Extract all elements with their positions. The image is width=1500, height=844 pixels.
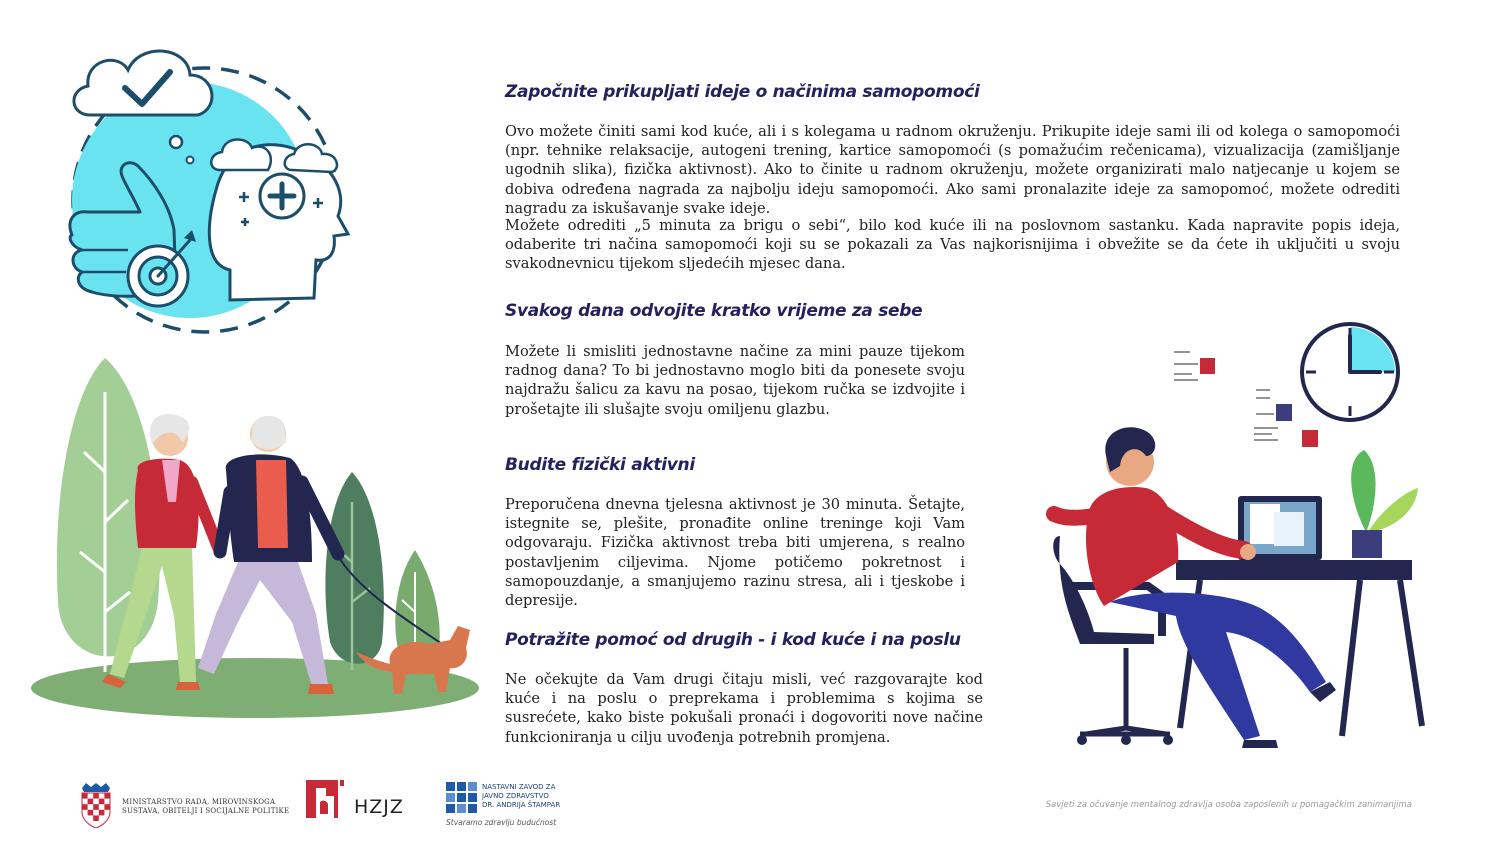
- stampar-name-line2: JAVNO ZDRAVSTVO: [482, 792, 549, 800]
- paragraph-self-help-ideas-1: Ovo možete činiti sami kod kuće, ali i s kolegama u radnom okruženju. Prikupite ideje sami ili od kolega o samopomoći (npr. tehnike relaksacije, autogeni trening, kartice samopomoći (s pomažućim rečenicama), vizualizacija (zamišljanje ugodnih slika), fizička aktivnost). Ako to činite u radnom okruženju, možete organizirati malo natjecanje u kojem se dobiva određena nagrada za najbolju ideju samopomoći. Ako sami pronalazite ideje za samopomoć, možete odrediti nagradu za iskušavanje svake ideje.: [505, 123, 1400, 217]
- footer-note: Savjeti za očuvanje mentalnog zdravlja osoba zaposlenih u pomagačkim zanimanjima: [1045, 800, 1412, 810]
- stampar-logo: [446, 782, 576, 830]
- section-heading-time-for-yourself: Svakog dana odvojite kratko vrijeme za sebe: [505, 301, 923, 321]
- ministry-logo: [80, 782, 290, 828]
- stampar-name-line1: NASTAVNI ZAVOD ZA: [482, 783, 556, 791]
- section-heading-seek-help: Potražite pomoć od drugih - i kod kuće i na poslu: [505, 630, 961, 650]
- section-heading-physical-activity: Budite fizički aktivni: [505, 455, 695, 475]
- ministry-name-line1: MINISTARSTVO RADA, MIROVINSKOGA: [122, 798, 276, 806]
- stampar-name-line3: DR. ANDRIJA ŠTAMPAR: [482, 801, 561, 809]
- ministry-name-line2: SUSTAVA, OBITELJI I SOCIJALNE POLITIKE: [122, 807, 290, 815]
- section-heading-self-help-ideas: Započnite prikupljati ideje o načinima samopomoći: [505, 82, 980, 102]
- walking-couple-illustration: [30, 352, 485, 722]
- stampar-grid-icon: [446, 782, 478, 814]
- stampar-tagline: Stvaramo zdravlju budućnost: [446, 818, 557, 827]
- croatian-coat-of-arms-icon: [80, 782, 112, 828]
- desk-worker-illustration: [1030, 316, 1430, 756]
- hzjz-logo: [306, 780, 416, 820]
- paragraph-seek-help: Ne očekujte da Vam drugi čitaju misli, već razgovarajte kod kuće i na poslu o preprekama i problemima s kojima se susrećete, kako biste pokušali pronaći i dogovoriti nove načine funkcioniranja u cilju uvođenja potrebnih promjena.: [505, 671, 983, 746]
- paragraph-physical-activity: Preporučena dnevna tjelesna aktivnost je 30 minuta. Šetajte, istegnite se, plešite, pronađite online treninge koji Vam odgovaraju. Fizička aktivnost treba biti umjerena, s realno postavljenim ciljevima. Njome potičemo pokretnost i samopouzdanje, a smanjujemo razinu stresa, ali i tjeskobe i depresije.: [505, 496, 965, 610]
- paragraph-time-for-yourself: Možete li smisliti jednostavne načine za mini pauze tijekom radnog dana? To bi jednostavno moglo biti da ponesete svoju najdražu šalicu za kavu na posao, tijekom ručka se izdvojite i prošetajte ili slušajte svoju omiljenu glazbu.: [505, 343, 965, 418]
- paragraph-self-help-ideas-2: Možete odrediti „5 minuta za brigu o sebi“, bilo kod kuće ili na poslovnom sastanku. Kada napravite popis ideja, odaberite tri načina samopomoći koji su se pokazali za Vas najkorisnijima i obvežite se da ćete ih uključiti u svoju svakodnevnicu tijekom sljedećih mjesec dana.: [505, 217, 1400, 273]
- hzjz-wordmark: HZJZ: [354, 796, 404, 818]
- self-care-illustration: [30, 20, 370, 340]
- hzjz-mark-icon: [306, 780, 344, 818]
